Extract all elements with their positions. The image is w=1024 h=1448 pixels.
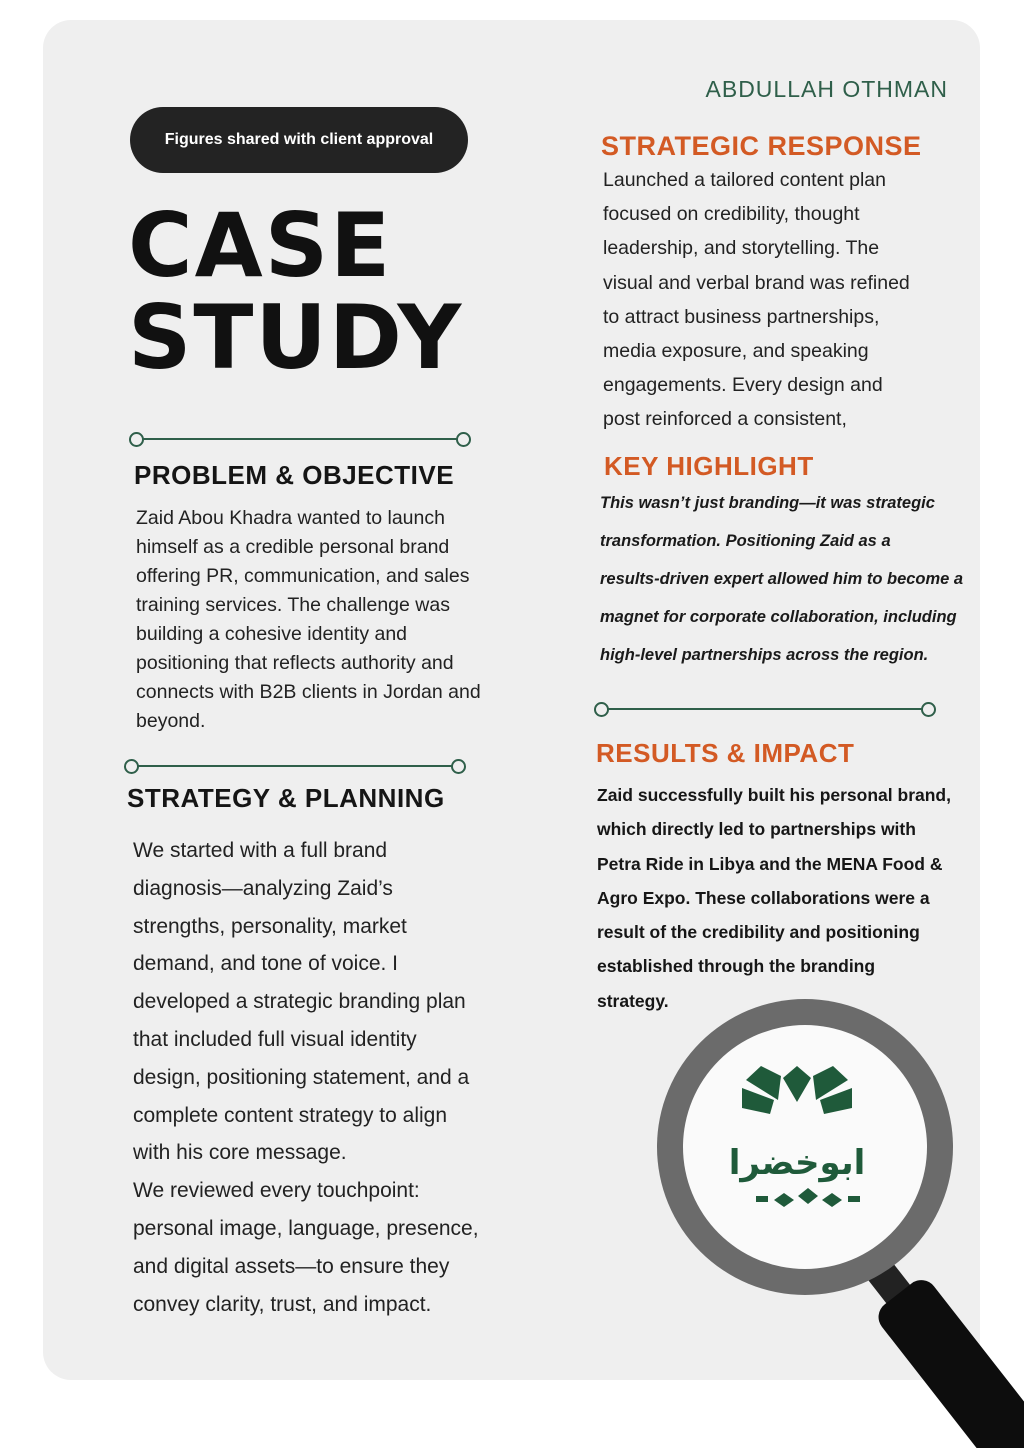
text-line: result of the credibility and positioning <box>597 922 920 943</box>
text-line: visual and verbal brand was refined <box>603 271 910 294</box>
text-line: This wasn’t just branding—it was strategic <box>600 494 935 512</box>
title-line-1: CASE <box>128 194 393 297</box>
results-body <box>597 778 951 1018</box>
text-line: and digital assets—to ensure they <box>133 1254 450 1278</box>
author-name: ABDULLAH OTHMAN <box>705 76 948 102</box>
text-line: strengths, personality, market <box>133 914 407 938</box>
text-line: focused on credibility, thought <box>603 203 860 226</box>
text-line: Agro Expo. These collaborations were a <box>597 887 930 908</box>
text-line: magnet for corporate collaboration, including <box>600 608 957 626</box>
highlight-body <box>600 484 963 674</box>
text-line: established through the branding <box>597 956 876 977</box>
problem-body <box>136 504 481 736</box>
text-line: We started with a full brand <box>133 839 388 862</box>
text-line: that included full visual identity <box>133 1027 417 1051</box>
text-line: demand, and tone of voice. I <box>133 952 399 976</box>
text-line: beyond. <box>136 710 206 732</box>
text-line: leadership, and storytelling. The <box>603 237 880 260</box>
highlight-heading: KEY HIGHLIGHT <box>604 451 814 481</box>
text-line: himself as a credible personal brand <box>136 536 450 558</box>
text-line: connects with B2B clients in Jordan and <box>136 681 481 703</box>
title-line-2: STUDY <box>128 286 464 389</box>
text-line: We reviewed every touchpoint: <box>133 1179 420 1203</box>
text-line: transformation. Positioning Zaid as a <box>600 532 891 550</box>
text-line: design, positioning statement, and a <box>133 1065 470 1089</box>
text-line: offering PR, communication, and sales <box>136 565 470 587</box>
strategy-heading: STRATEGY & PLANNING <box>127 783 445 813</box>
text-line: Zaid Abou Khadra wanted to launch <box>136 507 445 529</box>
text-line: building a cohesive identity and <box>136 623 408 645</box>
text-line: Zaid successfully built his personal brand, <box>597 785 951 805</box>
section-divider <box>124 758 466 774</box>
text-line: media exposure, and speaking <box>603 340 869 363</box>
problem-heading: PROBLEM & OBJECTIVE <box>134 460 455 490</box>
text-line: Petra Ride in Libya and the MENA Food & <box>597 853 943 874</box>
logo-wordmark: ابوخضرا <box>728 1143 866 1183</box>
response-body <box>603 163 910 437</box>
text-line: engagements. Every design and <box>603 374 883 397</box>
text-line: complete content strategy to align <box>133 1103 448 1127</box>
response-heading: STRATEGIC RESPONSE <box>601 131 922 161</box>
text-line: which directly led to partnerships with <box>597 819 916 840</box>
text-line: strategy. <box>597 990 669 1011</box>
text-line: results-driven expert allowed him to become a <box>600 570 964 588</box>
section-divider <box>594 701 936 717</box>
text-line: convey clarity, trust, and impact. <box>133 1292 432 1316</box>
approval-badge: Figures shared with client approval <box>130 107 468 173</box>
text-line: diagnosis—analyzing Zaid’s <box>133 876 393 900</box>
text-line: positioning that reflects authority and <box>136 652 454 674</box>
text-line: high-level partnerships across the region. <box>600 646 929 664</box>
strategy-body <box>133 832 479 1323</box>
results-heading: RESULTS & IMPACT <box>596 738 855 768</box>
magnifying-glass-icon <box>640 990 1024 1448</box>
page-title <box>128 194 464 389</box>
text-line: with his core message. <box>133 1141 347 1165</box>
text-line: personal image, language, presence, <box>133 1216 479 1240</box>
text-line: post reinforced a consistent, <box>603 408 847 431</box>
text-line: to attract business partnerships, <box>603 305 880 328</box>
text-line: Launched a tailored content plan <box>603 169 886 191</box>
text-line: training services. The challenge was <box>136 594 450 616</box>
text-line: developed a strategic branding plan <box>133 990 466 1014</box>
section-divider <box>129 431 471 447</box>
